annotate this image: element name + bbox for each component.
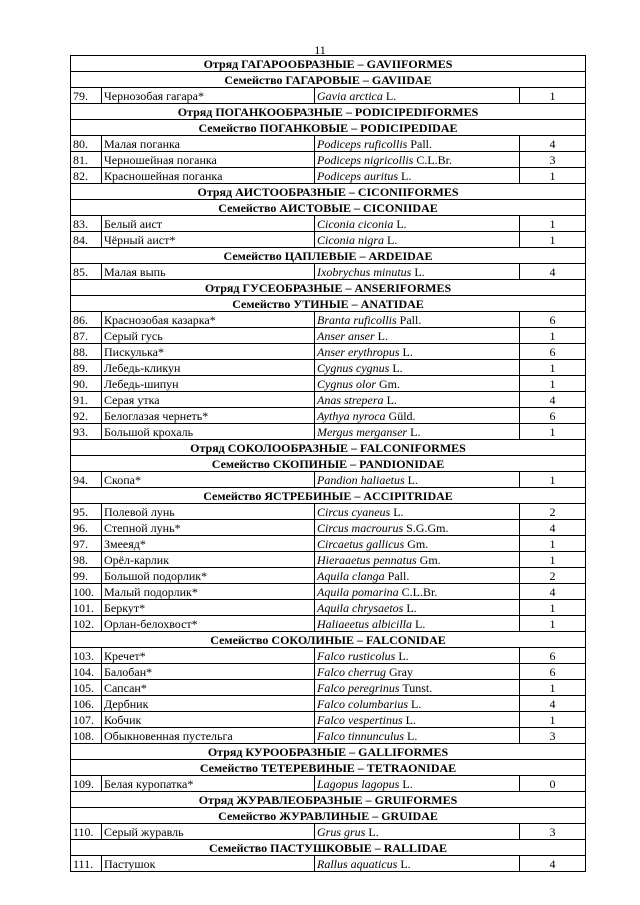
species-category: 1 bbox=[520, 168, 586, 184]
species-latin-name bbox=[315, 600, 520, 616]
species-number: 109. bbox=[71, 776, 102, 792]
latin-author: L. bbox=[410, 424, 421, 439]
latin-binomial: Anser erythropus bbox=[317, 344, 400, 359]
latin-author: L. bbox=[392, 360, 403, 375]
species-category: 4 bbox=[520, 696, 586, 712]
latin-binomial: Falco cherrug bbox=[317, 664, 386, 679]
latin-author: C.L.Br. bbox=[416, 152, 452, 167]
latin-author: Gm. bbox=[379, 376, 401, 391]
species-category: 6 bbox=[520, 312, 586, 328]
latin-binomial: Circus cyaneus bbox=[317, 504, 391, 519]
family-header-row bbox=[71, 760, 586, 776]
species-number: 83. bbox=[71, 216, 102, 232]
latin-author: L. bbox=[368, 824, 379, 839]
latin-binomial: Falco rusticolus bbox=[317, 648, 396, 663]
species-category: 1 bbox=[520, 600, 586, 616]
species-row bbox=[71, 600, 586, 616]
species-number: 106. bbox=[71, 696, 102, 712]
latin-binomial: Falco vespertinus bbox=[317, 712, 403, 727]
species-row bbox=[71, 88, 586, 104]
species-number: 100. bbox=[71, 584, 102, 600]
species-category: 2 bbox=[520, 504, 586, 520]
order-header-row bbox=[71, 184, 586, 200]
latin-binomial: Podiceps nigricollis bbox=[317, 152, 414, 167]
latin-binomial: Aquila clanga bbox=[317, 568, 385, 583]
species-latin-name bbox=[315, 616, 520, 632]
latin-author: L. bbox=[398, 648, 409, 663]
group-title: Отряд ПОГАНКООБРАЗНЫЕ – PODICIPEDIFORMES bbox=[71, 104, 586, 120]
species-row bbox=[71, 856, 586, 872]
species-common-name: Большой подорлик* bbox=[102, 568, 315, 584]
group-title: Семейство УТИНЫЕ – ANATIDAE bbox=[71, 296, 586, 312]
latin-binomial: Cygnus olor bbox=[317, 376, 377, 391]
family-header-row bbox=[71, 200, 586, 216]
species-row bbox=[71, 520, 586, 536]
latin-author: C.L.Br. bbox=[401, 584, 438, 599]
species-row bbox=[71, 264, 586, 280]
species-category: 4 bbox=[520, 520, 586, 536]
species-latin-name bbox=[315, 392, 520, 408]
species-common-name: Пастушок bbox=[102, 856, 315, 872]
species-number: 84. bbox=[71, 232, 102, 248]
species-common-name: Краснозобая казарка* bbox=[102, 312, 315, 328]
group-title: Отряд СОКОЛООБРАЗНЫЕ – FALCONIFORMES bbox=[71, 440, 586, 456]
latin-binomial: Aquila chrysaetos bbox=[317, 600, 404, 615]
species-row bbox=[71, 584, 586, 600]
species-common-name: Полевой лунь bbox=[102, 504, 315, 520]
latin-binomial: Falco columbarius bbox=[317, 696, 408, 711]
species-category: 4 bbox=[520, 136, 586, 152]
species-number: 101. bbox=[71, 600, 102, 616]
species-row bbox=[71, 168, 586, 184]
species-common-name: Белоглазая чернеть* bbox=[102, 408, 315, 424]
species-number: 86. bbox=[71, 312, 102, 328]
species-row bbox=[71, 344, 586, 360]
species-common-name: Чёрный аист* bbox=[102, 232, 315, 248]
species-latin-name bbox=[315, 232, 520, 248]
species-common-name: Кречет* bbox=[102, 648, 315, 664]
species-common-name: Черношейная поганка bbox=[102, 152, 315, 168]
species-latin-name bbox=[315, 520, 520, 536]
species-row bbox=[71, 664, 586, 680]
latin-binomial: Ciconia ciconia bbox=[317, 216, 394, 231]
species-latin-name bbox=[315, 328, 520, 344]
order-header-row bbox=[71, 440, 586, 456]
species-common-name: Чернозобая гагара* bbox=[102, 88, 315, 104]
latin-binomial: Falco tinnunculus bbox=[317, 728, 404, 743]
species-common-name: Пискулька* bbox=[102, 344, 315, 360]
latin-author: L. bbox=[402, 776, 413, 791]
species-common-name: Степной лунь* bbox=[102, 520, 315, 536]
family-header-row bbox=[71, 808, 586, 824]
group-title: Семейство СОКОЛИНЫЕ – FALCONIDAE bbox=[71, 632, 586, 648]
latin-binomial: Hieraaetus pennatus bbox=[317, 552, 417, 567]
latin-binomial: Ciconia nigra bbox=[317, 232, 385, 247]
species-number: 87. bbox=[71, 328, 102, 344]
latin-binomial: Gavia arctica bbox=[317, 88, 383, 103]
latin-author: Tunst. bbox=[402, 680, 433, 695]
species-row bbox=[71, 728, 586, 744]
species-latin-name bbox=[315, 376, 520, 392]
species-number: 89. bbox=[71, 360, 102, 376]
species-row bbox=[71, 648, 586, 664]
order-header-row bbox=[71, 792, 586, 808]
species-category: 1 bbox=[520, 552, 586, 568]
species-number: 91. bbox=[71, 392, 102, 408]
species-common-name: Дербник bbox=[102, 696, 315, 712]
latin-binomial: Podiceps auritus bbox=[317, 168, 398, 183]
species-number: 93. bbox=[71, 424, 102, 440]
species-category: 0 bbox=[520, 776, 586, 792]
species-latin-name bbox=[315, 360, 520, 376]
group-title: Отряд ГУСЕОБРАЗНЫЕ – ANSERIFORMES bbox=[71, 280, 586, 296]
species-number: 102. bbox=[71, 616, 102, 632]
latin-author: L. bbox=[400, 856, 411, 871]
family-header-row bbox=[71, 296, 586, 312]
species-category: 6 bbox=[520, 344, 586, 360]
species-category: 4 bbox=[520, 584, 586, 600]
species-latin-name bbox=[315, 680, 520, 696]
species-latin-name bbox=[315, 584, 520, 600]
species-latin-name bbox=[315, 536, 520, 552]
species-number: 82. bbox=[71, 168, 102, 184]
species-row bbox=[71, 136, 586, 152]
species-row bbox=[71, 312, 586, 328]
species-common-name: Балобан* bbox=[102, 664, 315, 680]
group-title: Отряд ЖУРАВЛЕОБРАЗНЫЕ – GRUIFORMES bbox=[71, 792, 586, 808]
group-title: Семейство ПАСТУШКОВЫЕ – RALLIDAE bbox=[71, 840, 586, 856]
species-category: 1 bbox=[520, 376, 586, 392]
species-category: 1 bbox=[520, 360, 586, 376]
family-header-row bbox=[71, 456, 586, 472]
group-title: Семейство ТЕТЕРЕВИНЫЕ – TETRAONIDAE bbox=[71, 760, 586, 776]
latin-binomial: Haliaeetus albicilla bbox=[317, 616, 412, 631]
latin-binomial: Grus grus bbox=[317, 824, 366, 839]
species-category: 1 bbox=[520, 88, 586, 104]
species-latin-name bbox=[315, 696, 520, 712]
latin-author: Pall. bbox=[410, 136, 432, 151]
latin-author: Güld. bbox=[388, 408, 416, 423]
species-row bbox=[71, 824, 586, 840]
group-title: Семейство ГАГАРОВЫЕ – GAVIIDAE bbox=[71, 72, 586, 88]
latin-author: L. bbox=[385, 88, 397, 103]
latin-binomial: Falco peregrinus bbox=[317, 680, 400, 695]
species-common-name: Скопа* bbox=[102, 472, 315, 488]
species-number: 99. bbox=[71, 568, 102, 584]
species-number: 97. bbox=[71, 536, 102, 552]
species-common-name: Змееяд* bbox=[102, 536, 315, 552]
species-common-name: Малая выпь bbox=[102, 264, 315, 280]
latin-author: L. bbox=[387, 232, 398, 247]
family-header-row bbox=[71, 840, 586, 856]
species-category: 6 bbox=[520, 648, 586, 664]
latin-author: L. bbox=[402, 344, 413, 359]
species-row bbox=[71, 504, 586, 520]
species-common-name: Серый гусь bbox=[102, 328, 315, 344]
latin-author: L. bbox=[377, 328, 389, 343]
species-category: 2 bbox=[520, 568, 586, 584]
species-common-name: Беркут* bbox=[102, 600, 315, 616]
latin-binomial: Circaetus gallicus bbox=[317, 536, 405, 551]
species-number: 94. bbox=[71, 472, 102, 488]
latin-author: L. bbox=[386, 392, 397, 407]
species-number: 104. bbox=[71, 664, 102, 680]
latin-author: L. bbox=[393, 504, 404, 519]
species-category: 3 bbox=[520, 824, 586, 840]
latin-author: Pall. bbox=[399, 312, 422, 327]
order-header-row bbox=[71, 56, 586, 72]
species-number: 88. bbox=[71, 344, 102, 360]
order-header-row bbox=[71, 104, 586, 120]
species-number: 92. bbox=[71, 408, 102, 424]
species-number: 107. bbox=[71, 712, 102, 728]
species-latin-name bbox=[315, 552, 520, 568]
group-title: Отряд КУРООБРАЗНЫЕ – GALLIFORMES bbox=[71, 744, 586, 760]
species-category: 3 bbox=[520, 728, 586, 744]
species-row bbox=[71, 552, 586, 568]
species-common-name: Кобчик bbox=[102, 712, 315, 728]
species-category: 1 bbox=[520, 536, 586, 552]
group-title: Отряд ГАГАРООБРАЗНЫЕ – GAVIIFORMES bbox=[71, 56, 586, 72]
species-number: 108. bbox=[71, 728, 102, 744]
family-header-row bbox=[71, 488, 586, 504]
latin-author: L. bbox=[401, 168, 412, 183]
species-row bbox=[71, 232, 586, 248]
species-latin-name bbox=[315, 728, 520, 744]
latin-author: Gm. bbox=[407, 536, 429, 551]
species-number: 105. bbox=[71, 680, 102, 696]
species-latin-name bbox=[315, 472, 520, 488]
species-row bbox=[71, 616, 586, 632]
species-row bbox=[71, 536, 586, 552]
species-common-name: Лебедь-шипун bbox=[102, 376, 315, 392]
latin-author: Gray bbox=[388, 664, 413, 679]
latin-author: L. bbox=[411, 696, 422, 711]
species-number: 85. bbox=[71, 264, 102, 280]
species-row bbox=[71, 568, 586, 584]
species-category: 6 bbox=[520, 408, 586, 424]
species-row bbox=[71, 152, 586, 168]
latin-author: L. bbox=[405, 712, 416, 727]
species-latin-name bbox=[315, 136, 520, 152]
latin-binomial: Podiceps ruficollis bbox=[317, 136, 408, 151]
group-title: Семейство СКОПИНЫЕ – PANDIONIDAE bbox=[71, 456, 586, 472]
family-header-row bbox=[71, 120, 586, 136]
species-number: 95. bbox=[71, 504, 102, 520]
species-number: 79. bbox=[71, 88, 102, 104]
species-latin-name bbox=[315, 712, 520, 728]
species-category: 1 bbox=[520, 232, 586, 248]
species-number: 110. bbox=[71, 824, 102, 840]
latin-binomial: Lagopus lagopus bbox=[317, 776, 400, 791]
species-category: 4 bbox=[520, 264, 586, 280]
latin-binomial: Cygnus cygnus bbox=[317, 360, 390, 375]
species-category: 1 bbox=[520, 712, 586, 728]
latin-author: L. bbox=[396, 216, 407, 231]
species-latin-name bbox=[315, 568, 520, 584]
species-number: 111. bbox=[71, 856, 102, 872]
species-category: 1 bbox=[520, 616, 586, 632]
species-category: 1 bbox=[520, 328, 586, 344]
species-latin-name bbox=[315, 152, 520, 168]
latin-author: L. bbox=[414, 264, 425, 279]
species-category: 1 bbox=[520, 424, 586, 440]
group-title: Семейство ПОГАНКОВЫЕ – PODICIPEDIDAE bbox=[71, 120, 586, 136]
species-number: 103. bbox=[71, 648, 102, 664]
species-common-name: Серый журавль bbox=[102, 824, 315, 840]
species-latin-name bbox=[315, 424, 520, 440]
family-header-row bbox=[71, 632, 586, 648]
group-title: Семейство ЦАПЛЕВЫЕ – ARDEIDAE bbox=[71, 248, 586, 264]
species-latin-name bbox=[315, 648, 520, 664]
species-common-name: Орлан-белохвост* bbox=[102, 616, 315, 632]
species-common-name: Белая куропатка* bbox=[102, 776, 315, 792]
species-common-name: Малый подорлик* bbox=[102, 584, 315, 600]
latin-binomial: Branta ruficollis bbox=[317, 312, 397, 327]
species-latin-name bbox=[315, 776, 520, 792]
latin-binomial: Aquila pomarina bbox=[317, 584, 399, 599]
latin-author: Gm. bbox=[419, 552, 441, 567]
species-row bbox=[71, 472, 586, 488]
species-category: 1 bbox=[520, 216, 586, 232]
species-row bbox=[71, 776, 586, 792]
latin-binomial: Anser anser bbox=[317, 328, 375, 343]
species-row bbox=[71, 696, 586, 712]
species-category: 1 bbox=[520, 680, 586, 696]
latin-author: S.G.Gm. bbox=[406, 520, 449, 535]
family-header-row bbox=[71, 248, 586, 264]
species-row bbox=[71, 392, 586, 408]
species-number: 80. bbox=[71, 136, 102, 152]
species-latin-name bbox=[315, 856, 520, 872]
species-category: 4 bbox=[520, 856, 586, 872]
species-number: 98. bbox=[71, 552, 102, 568]
species-common-name: Лебедь-кликун bbox=[102, 360, 315, 376]
group-title: Семейство ЯСТРЕБИНЫЕ – ACCIPITRIDAE bbox=[71, 488, 586, 504]
latin-author: L. bbox=[415, 616, 426, 631]
species-row bbox=[71, 408, 586, 424]
group-title: Семейство ЖУРАВЛИНЫЕ – GRUIDAE bbox=[71, 808, 586, 824]
latin-author: L. bbox=[407, 472, 419, 487]
species-latin-name bbox=[315, 344, 520, 360]
species-common-name: Белый аист bbox=[102, 216, 315, 232]
latin-binomial: Ixobrychus minutus bbox=[317, 264, 412, 279]
latin-binomial: Rallus aquaticus bbox=[317, 856, 398, 871]
species-latin-name bbox=[315, 264, 520, 280]
species-common-name: Орёл-карлик bbox=[102, 552, 315, 568]
species-category: 4 bbox=[520, 392, 586, 408]
species-latin-name bbox=[315, 504, 520, 520]
species-category: 1 bbox=[520, 472, 586, 488]
species-row bbox=[71, 216, 586, 232]
species-table-body bbox=[71, 56, 586, 872]
species-latin-name bbox=[315, 408, 520, 424]
species-common-name: Красношейная поганка bbox=[102, 168, 315, 184]
species-latin-name bbox=[315, 664, 520, 680]
species-row bbox=[71, 712, 586, 728]
latin-binomial: Anas strepera bbox=[317, 392, 384, 407]
page-number: 11 bbox=[314, 43, 326, 57]
species-latin-name bbox=[315, 312, 520, 328]
latin-author: Pall. bbox=[387, 568, 410, 583]
species-row bbox=[71, 328, 586, 344]
species-table bbox=[70, 55, 586, 872]
species-row bbox=[71, 360, 586, 376]
species-number: 81. bbox=[71, 152, 102, 168]
species-latin-name bbox=[315, 88, 520, 104]
species-common-name: Малая поганка bbox=[102, 136, 315, 152]
species-common-name: Обыкновенная пустельга bbox=[102, 728, 315, 744]
species-latin-name bbox=[315, 824, 520, 840]
species-row bbox=[71, 424, 586, 440]
species-common-name: Сапсан* bbox=[102, 680, 315, 696]
species-common-name: Серая утка bbox=[102, 392, 315, 408]
order-header-row bbox=[71, 280, 586, 296]
latin-binomial: Aythya nyroca bbox=[317, 408, 386, 423]
species-latin-name bbox=[315, 168, 520, 184]
latin-binomial: Mergus merganser bbox=[317, 424, 408, 439]
species-number: 90. bbox=[71, 376, 102, 392]
species-category: 6 bbox=[520, 664, 586, 680]
latin-binomial: Pandion haliaetus bbox=[317, 472, 405, 487]
group-title: Семейство АИСТОВЫЕ – CICONIIDAE bbox=[71, 200, 586, 216]
latin-binomial: Circus macrourus bbox=[317, 520, 404, 535]
species-row bbox=[71, 376, 586, 392]
species-row bbox=[71, 680, 586, 696]
latin-author: L. bbox=[406, 600, 417, 615]
order-header-row bbox=[71, 744, 586, 760]
species-category: 3 bbox=[520, 152, 586, 168]
group-title: Отряд АИСТООБРАЗНЫЕ – CICONIIFORMES bbox=[71, 184, 586, 200]
species-latin-name bbox=[315, 216, 520, 232]
species-common-name: Большой крохаль bbox=[102, 424, 315, 440]
species-number: 96. bbox=[71, 520, 102, 536]
latin-author: L. bbox=[407, 728, 418, 743]
family-header-row bbox=[71, 72, 586, 88]
